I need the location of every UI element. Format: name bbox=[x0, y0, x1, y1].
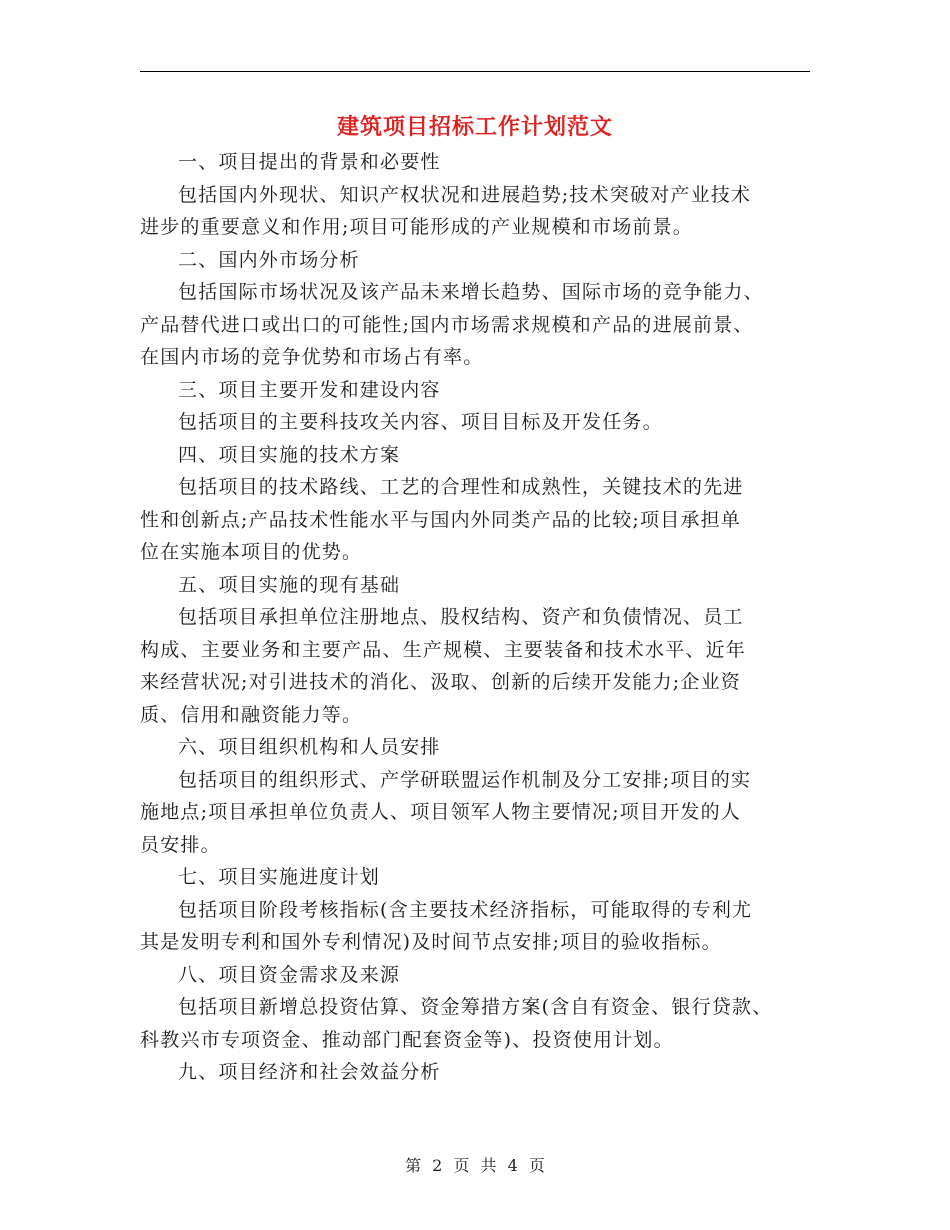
page-number: 第 2 页 共 4 页 bbox=[405, 1156, 545, 1175]
section-paragraph bbox=[140, 406, 820, 439]
paragraph-line: 包括项目阶段考核指标(含主要技术经济指标，可能取得的专利尤 bbox=[178, 898, 753, 921]
paragraph-line: 包括项目承担单位注册地点、股权结构、资产和负债情况、员工 bbox=[178, 606, 744, 628]
section-heading: 一、项目提出的背景和必要性 bbox=[178, 151, 441, 173]
section bbox=[140, 374, 820, 439]
section-heading: 二、国内外市场分析 bbox=[178, 248, 360, 271]
section-paragraph bbox=[140, 894, 820, 927]
section bbox=[140, 1056, 820, 1089]
document-body bbox=[140, 146, 820, 1089]
paragraph-line: 其是发明专利和国外专利情况)及时间节点安排;项目的验收指标。 bbox=[140, 931, 722, 953]
header-rule bbox=[140, 71, 810, 72]
section-paragraph bbox=[140, 471, 820, 504]
paragraph-line: 员安排。 bbox=[140, 833, 221, 856]
paragraph-line: 产品替代进口或出口的可能性;国内市场需求规模和产品的进展前景、 bbox=[140, 313, 754, 336]
section-heading: 九、项目经济和社会效益分析 bbox=[178, 1061, 441, 1083]
paragraph-line: 包括国内外现状、知识产权状况和进展趋势;技术突破对产业技术 bbox=[178, 183, 752, 206]
section-heading: 六、项目组织机构和人员安排 bbox=[178, 736, 441, 758]
document-title: 建筑项目招标工作计划范文 bbox=[336, 115, 613, 140]
paragraph-line: 施地点;项目承担单位负责人、项目领军人物主要情况;项目开发的人 bbox=[140, 801, 742, 823]
section bbox=[140, 439, 820, 569]
paragraph-line: 包括项目的技术路线、工艺的合理性和成熟性，关键技术的先进 bbox=[178, 476, 744, 498]
section-paragraph bbox=[140, 179, 820, 212]
paragraph-line: 科教兴市专项资金、推动部门配套资金等)、投资使用计划。 bbox=[140, 1028, 674, 1051]
section-paragraph bbox=[140, 764, 820, 797]
paragraph-line: 质、信用和融资能力等。 bbox=[140, 703, 363, 726]
paragraph-line: 包括项目的主要科技攻关内容、项目目标及开发任务。 bbox=[178, 411, 663, 433]
section bbox=[140, 861, 820, 959]
section-heading: 五、项目实施的现有基础 bbox=[178, 573, 401, 596]
paragraph-line: 性和创新点;产品技术性能水平与国内外同类产品的比较;项目承担单 bbox=[140, 508, 742, 531]
section-heading: 四、项目实施的技术方案 bbox=[178, 443, 401, 466]
paragraph-line: 来经营状况;对引进技术的消化、汲取、创新的后续开发能力;企业资 bbox=[140, 671, 742, 693]
section-paragraph bbox=[140, 601, 820, 634]
section bbox=[140, 244, 820, 374]
section-heading: 三、项目主要开发和建设内容 bbox=[178, 378, 441, 401]
paragraph-line: 包括项目新增总投资估算、资金筹措方案(含自有资金、银行贷款、 bbox=[178, 996, 773, 1018]
section bbox=[140, 731, 820, 861]
paragraph-line: 构成、主要业务和主要产品、生产规模、主要装备和技术水平、近年 bbox=[140, 638, 747, 661]
paragraph-line: 包括项目的组织形式、产学研联盟运作机制及分工安排;项目的实 bbox=[178, 768, 752, 791]
section-paragraph bbox=[140, 991, 820, 1024]
section bbox=[140, 146, 820, 244]
section bbox=[140, 959, 820, 1057]
paragraph-line: 进步的重要意义和作用;项目可能形成的产业规模和市场前景。 bbox=[140, 216, 694, 238]
section bbox=[140, 569, 820, 732]
paragraph-line: 包括国际市场状况及该产品未来增长趋势、国际市场的竞争能力、 bbox=[178, 281, 764, 303]
section-paragraph bbox=[140, 276, 820, 309]
section-heading: 七、项目实施进度计划 bbox=[178, 866, 381, 888]
paragraph-line: 位在实施本项目的优势。 bbox=[140, 541, 363, 563]
paragraph-line: 在国内市场的竞争优势和市场占有率。 bbox=[140, 346, 484, 368]
section-heading: 八、项目资金需求及来源 bbox=[178, 963, 401, 986]
